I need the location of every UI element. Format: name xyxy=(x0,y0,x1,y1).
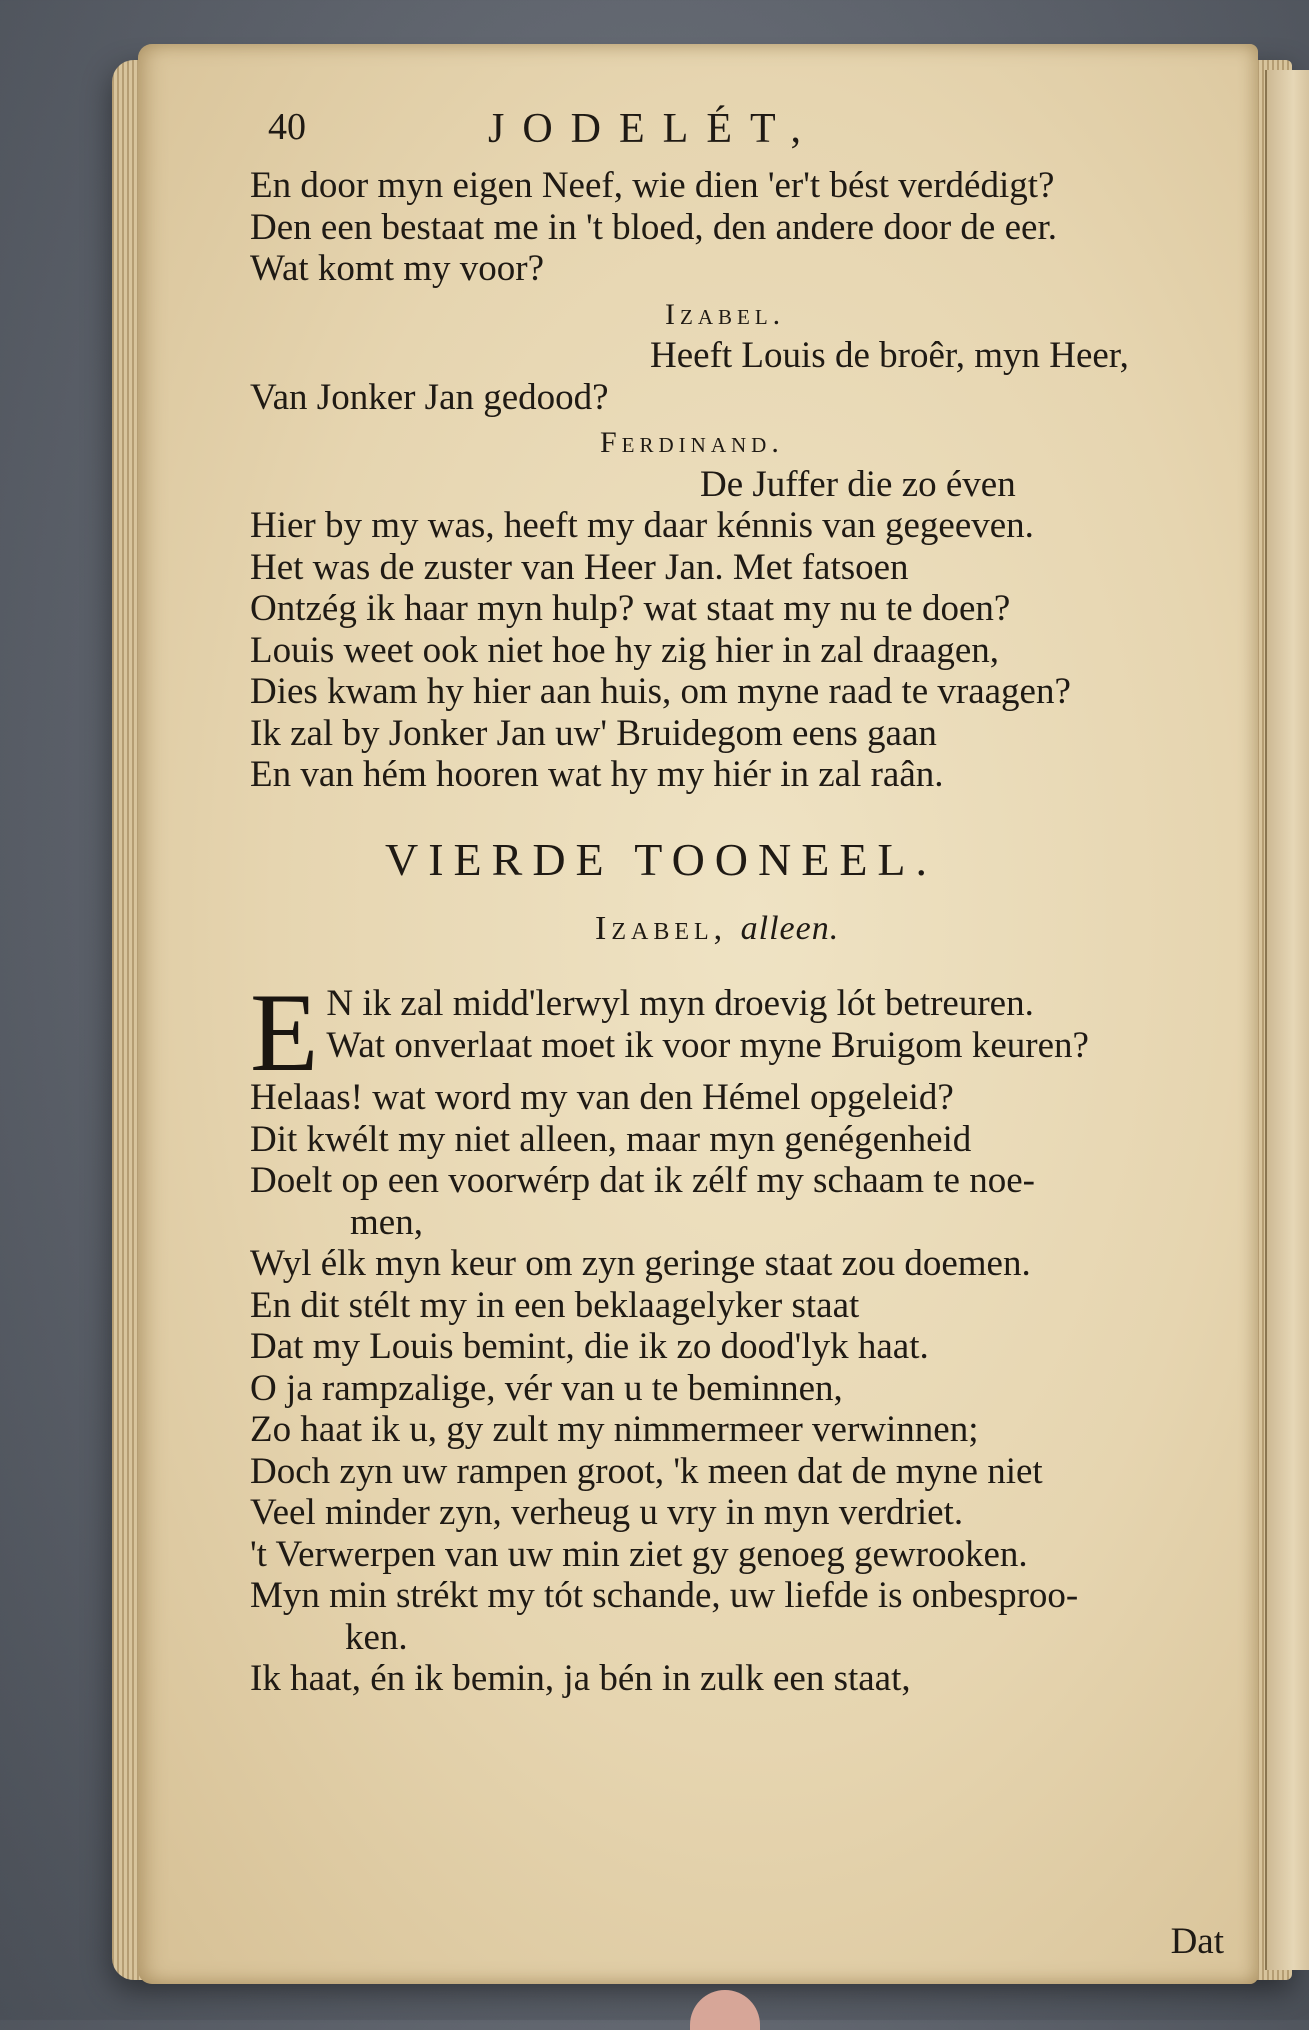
verse-line: men, xyxy=(350,1201,423,1243)
verse-line: Zo haat ik u, gy zult my nimmermeer verwinnen; xyxy=(250,1409,979,1450)
verse-line: Myn min strékt my tót schande, uw liefde is onbesproo- xyxy=(250,1575,1079,1616)
verse-line: Louis weet ook niet hoe hy zig hier in zal draagen, xyxy=(250,629,999,671)
monologue xyxy=(250,971,1240,1700)
verse-line: Den een bestaat me in 't bloed, den andere door de eer. xyxy=(250,206,1057,248)
verse-line: ken. xyxy=(345,1616,408,1658)
drop-cap: E xyxy=(250,971,319,1095)
verse-line: Het was de zuster van Heer Jan. Met fatsoen xyxy=(250,546,909,588)
scene-title: VIERDE TOONEEL. xyxy=(385,833,938,885)
scene-speaker-line xyxy=(595,908,1240,950)
verse-line: Doelt op een voorwérp dat ik zélf my schaam te noe- xyxy=(250,1160,1035,1201)
finger xyxy=(690,1990,760,2030)
verse-line: Dies kwam hy hier aan huis, om myne raad te vraagen? xyxy=(250,671,1071,712)
verse-line: Van Jonker Jan gedood? xyxy=(250,376,609,418)
verse-line: Dit kwélt my niet alleen, maar myn genégenheid xyxy=(250,1118,972,1160)
verse-line: N ik zal midd'lerwyl myn droevig lót betreuren. xyxy=(326,983,1034,1024)
verse-line: Wat onverlaat moet ik voor myne Bruigom keuren? xyxy=(326,1024,1089,1066)
verse-line: En van hém hooren wat hy my hiér in zal raân. xyxy=(250,754,944,795)
verse-line: Dat my Louis bemint, die ik zo dood'lyk haat. xyxy=(250,1326,929,1367)
speaker-name: Izabel. xyxy=(665,297,786,331)
running-title: JODELÉT, xyxy=(488,106,820,152)
facing-page-edge xyxy=(1265,70,1309,1970)
verse-line: Wat komt my voor? xyxy=(250,248,544,289)
verse-line: En dit stélt my in een beklaagelyker staat xyxy=(250,1284,860,1326)
stage-direction: alleen. xyxy=(740,909,840,947)
verse-line: O ja rampzalige, vér van u te beminnen, xyxy=(250,1367,843,1409)
verse-line: Heeft Louis de broêr, myn Heer, xyxy=(650,335,1129,376)
verse-line: Veel minder zyn, verheug u vry in myn verdriet. xyxy=(250,1492,964,1533)
scene-speaker: Izabel, xyxy=(595,909,728,947)
verse-line: 't Verwerpen van uw min ziet gy genoeg gewrooken. xyxy=(250,1533,1028,1575)
page-text xyxy=(250,165,1240,1700)
page-number: 40 xyxy=(268,106,306,148)
verse-line: Hier by my was, heeft my daar kénnis van gegeeven. xyxy=(250,505,1034,546)
verse-line: Ik haat, én ik bemin, ja bén in zulk een staat, xyxy=(250,1658,911,1699)
verse-line: De Juffer die zo éven xyxy=(700,463,1016,505)
speaker-name: Ferdinand. xyxy=(600,426,784,459)
verse-line: Doch zyn uw rampen groot, 'k meen dat de myne niet xyxy=(250,1450,1043,1492)
verse-line: En door myn eigen Neef, wie dien 'er't bést verdédigt? xyxy=(250,165,1055,206)
verse-line: Ik zal by Jonker Jan uw' Bruidegom eens gaan xyxy=(250,712,937,754)
verse-line: Ontzég ik haar myn hulp? wat staat my nu te doen? xyxy=(250,588,1011,629)
verse-line: Helaas! wat word my van den Hémel opgeleid? xyxy=(250,1077,954,1118)
catchword: Dat xyxy=(1170,1921,1224,1962)
verse-line: Wyl élk myn keur om zyn geringe staat zou doemen. xyxy=(250,1243,1031,1284)
